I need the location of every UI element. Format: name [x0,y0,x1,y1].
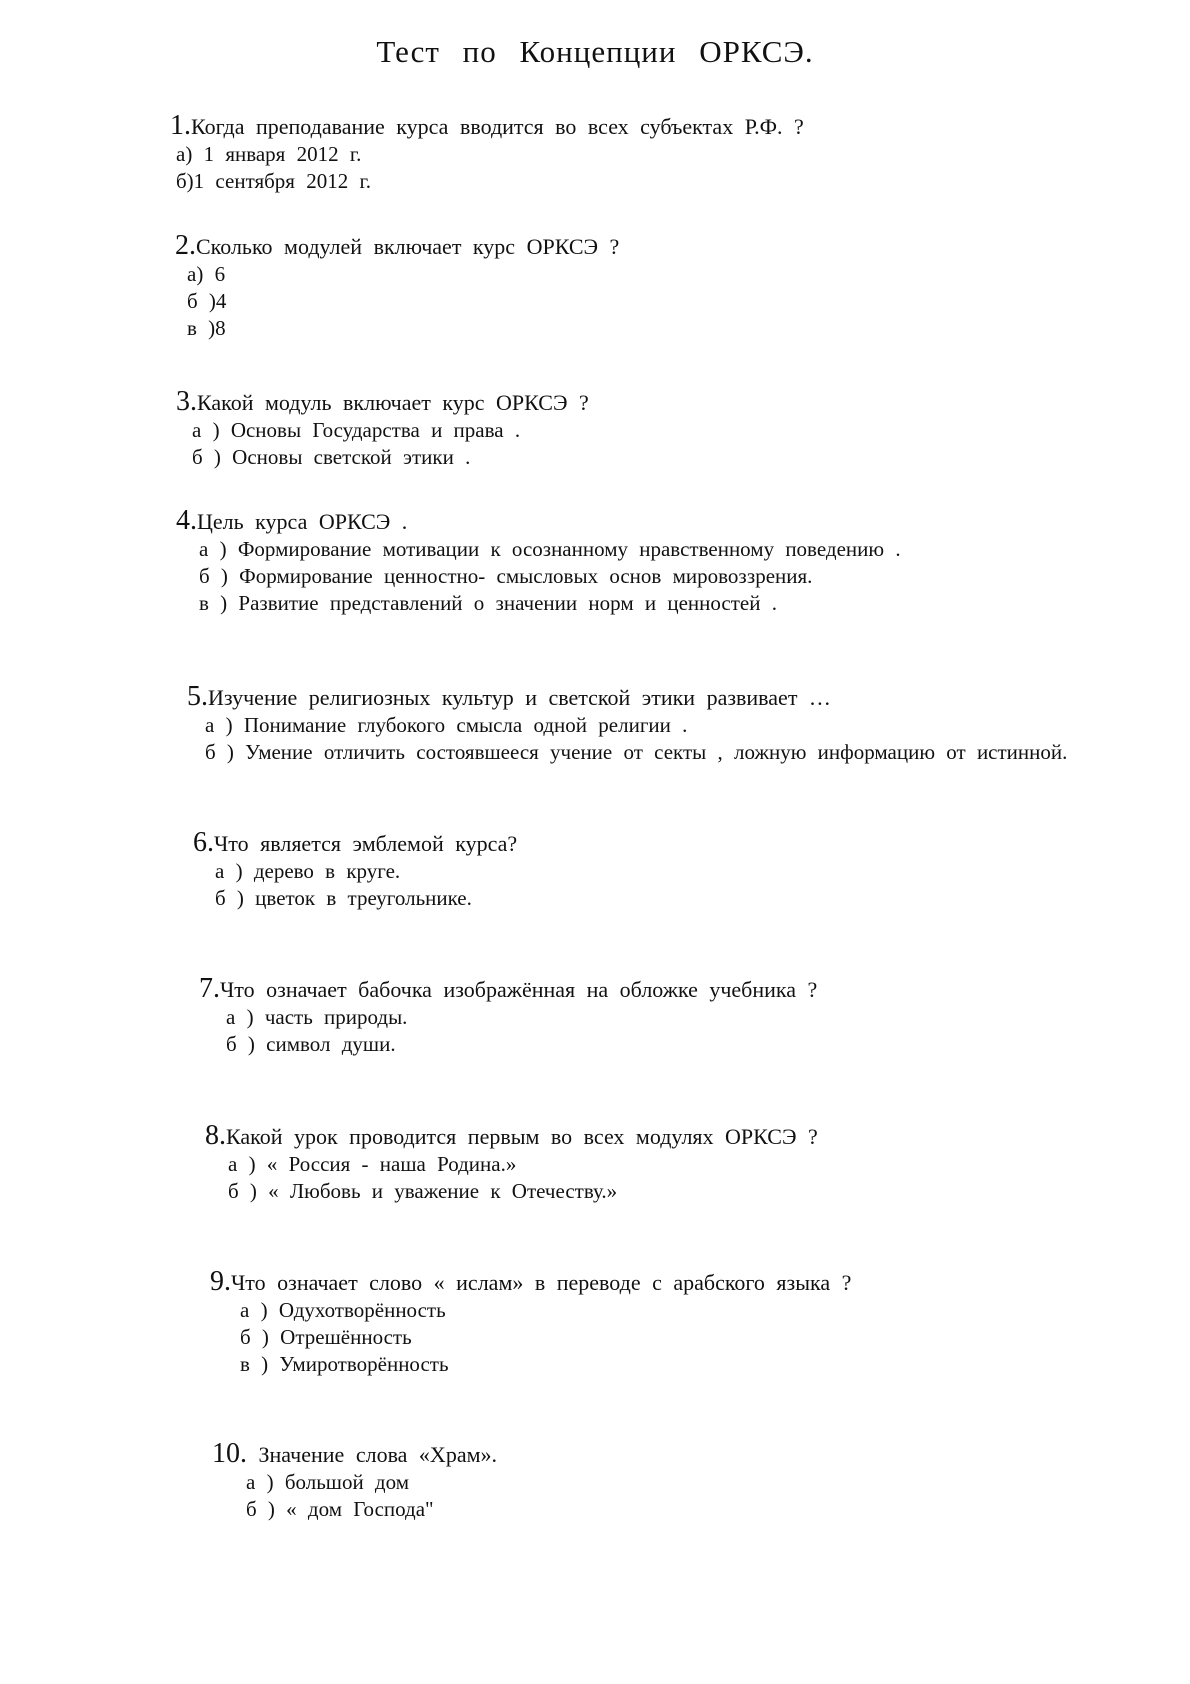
question-9 [210,1268,851,1378]
question-5 [187,683,1067,766]
answer-option: б ) Формирование ценностно- смысловых основ мировоззрения. [199,564,813,588]
question-number: 10. [212,1438,247,1469]
question-text: Значение слова «Храм». [247,1442,497,1467]
question-number: 3. [176,386,197,417]
answer-option: б ) « дом Господа" [246,1497,434,1521]
answer-option: а) 6 [187,262,226,286]
question-2 [175,232,619,342]
question-10 [212,1440,497,1523]
answer-option: а ) « Россия - наша Родина.» [228,1152,517,1176]
question-6 [193,829,517,912]
answer-option: а ) часть природы. [226,1005,408,1029]
question-3 [176,388,589,471]
question-heading [210,1268,851,1297]
question-number: 7. [199,973,220,1004]
answer-option: б ) « Любовь и уважение к Отечеству.» [228,1179,618,1203]
question-8 [205,1122,818,1205]
question-text: Что является эмблемой курса? [214,831,518,856]
question-number: 5. [187,681,208,712]
answer-option: б)1 сентября 2012 г. [176,169,371,193]
question-number: 9. [210,1266,231,1297]
question-heading [176,507,901,536]
question-heading [193,829,517,858]
answer-option: б ) Умение отличить состоявшееся учение от секты , ложную информацию от истинной. [205,740,1068,764]
answer-option: а ) большой дом [246,1470,410,1494]
question-heading [199,975,817,1004]
answer-option: б ) цветок в треугольнике. [215,886,472,910]
question-text: Сколько модулей включает курс ОРКСЭ ? [196,234,620,259]
page-title: Тест по Концепции ОРКСЭ. [376,34,814,69]
answer-option: б ) Отрешённость [240,1325,412,1349]
question-number: 6. [193,827,214,858]
answer-option: в ) Развитие представлений о значении норм и ценностей . [199,591,777,615]
question-text: Что означает слово « ислам» в переводе с арабского языка ? [231,1270,852,1295]
question-number: 1. [170,110,191,141]
question-number: 2. [175,230,196,261]
answer-option: в )8 [187,316,226,340]
question-text: Какой модуль включает курс ОРКСЭ ? [197,390,589,415]
question-heading [175,232,619,261]
question-heading [205,1122,818,1151]
answer-option: а ) Понимание глубокого смысла одной религии . [205,713,688,737]
answer-option: а ) Одухотворённость [240,1298,446,1322]
question-heading [170,112,804,141]
question-text: Когда преподавание курса вводится во всех субъектах Р.Ф. ? [191,114,804,139]
question-text: Какой урок проводится первым во всех модулях ОРКСЭ ? [226,1124,818,1149]
question-heading [212,1440,497,1469]
question-7 [199,975,817,1058]
question-heading [176,388,589,417]
answer-option: б ) символ души. [226,1032,396,1056]
question-text: Цель курса ОРКСЭ . [197,509,408,534]
question-text: Что означает бабочка изображённая на обложке учебника ? [220,977,818,1002]
answer-option: б ) Основы светской этики . [192,445,471,469]
answer-option: а) 1 января 2012 г. [176,142,362,166]
answer-option: в ) Умиротворённость [240,1352,449,1376]
answer-option: а ) Основы Государства и права . [192,418,521,442]
question-4 [176,507,901,617]
answer-option: а ) Формирование мотивации к осознанному нравственному поведению . [199,537,901,561]
question-number: 4. [176,505,197,536]
question-number: 8. [205,1120,226,1151]
answer-option: б )4 [187,289,227,313]
answer-option: а ) дерево в круге. [215,859,401,883]
question-text: Изучение религиозных культур и светской этики развивает … [208,685,831,710]
question-heading [187,683,1067,712]
question-1 [170,112,804,195]
